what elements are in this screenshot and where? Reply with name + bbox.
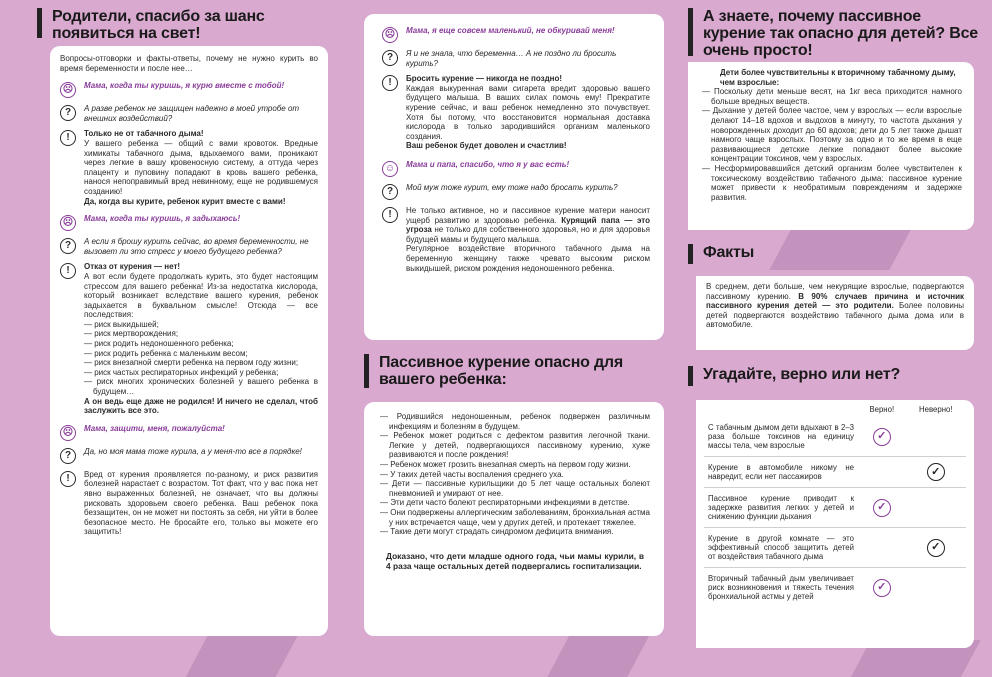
intro-text: Вопросы-отговорки и факты-ответы, почему не нужно курить во время беременности и после нее… bbox=[60, 54, 318, 73]
check-icon: ✓ bbox=[927, 539, 945, 557]
col3-heading bbox=[688, 8, 978, 59]
list-item: — риск многих хронических болезней у вашего ребенка в будущем… bbox=[84, 377, 318, 397]
answer-text: Вред от курения проявляется по-разному, и риск развития болезней нарастает с возрастом. Тот факт, что у вас пока нет явно выраженных болезней, не означает, что вы должны рисковать здоровьем своего ребенка. Ваш ребенок пока беззащитен, он не может ни постоять за себя, ни уйти в более безопасное место. Не бросайте его, только вы можете его защитить! bbox=[84, 469, 318, 537]
col3-info-panel bbox=[688, 62, 974, 230]
sad-face-icon: ☹ bbox=[60, 82, 76, 98]
answer-block bbox=[60, 470, 318, 537]
question-icon: ? bbox=[60, 238, 76, 254]
facts-heading bbox=[688, 244, 888, 264]
quiz-statement: Пассивное курение приводит к задержке развития легких у детей и снижению функции дыхания bbox=[704, 488, 858, 528]
passive-smoking-list bbox=[380, 412, 650, 537]
answer-block bbox=[382, 74, 650, 151]
reasons-list bbox=[702, 87, 962, 202]
list-item: — Такие дети могут страдать синдромом дефицита внимания. bbox=[380, 527, 614, 537]
list-item: — риск родить ребенка с маленьким весом; bbox=[84, 348, 248, 358]
exclamation-icon: ! bbox=[382, 207, 398, 223]
question-block bbox=[382, 49, 650, 68]
answer-text: не только для собственного здоровья, но и для здоровья будущей мамы и будущего малыша. bbox=[406, 225, 650, 244]
list-item: — Эти дети часто болеют респираторными инфекциями в детстве. bbox=[380, 498, 630, 508]
list-item: — Ребенок может грозить внезапная смерть на первом году жизни. bbox=[380, 459, 631, 469]
quiz-statement: Вторичный табачный дым увеличивает риск возникновения и тяжесть течения бронхиальной астмы у детей bbox=[708, 574, 854, 601]
section-title: Факты bbox=[703, 244, 755, 261]
question-icon: ? bbox=[382, 50, 398, 66]
sad-quote bbox=[60, 214, 318, 231]
quiz-panel bbox=[696, 400, 974, 648]
answer-heading: Бросить курение — никогда не поздно! bbox=[406, 74, 563, 84]
col-false-header: Неверно! bbox=[919, 405, 953, 414]
fact-text: В среднем, дети больше, чем некурящие взрослые, подвергаются пассивному курению. bbox=[706, 282, 964, 301]
question-block bbox=[60, 447, 318, 464]
conclusion-text: Доказано, что дети младше одного года, чьи мамы курили, в 4 раза чаще остальных детей подвергались госпитализации. bbox=[386, 550, 644, 571]
list-item: — Поскольку дети меньше весят, на 1кг веса приходится намного больше вредных веществ. bbox=[702, 87, 962, 106]
list-item: — Они подвержены аллергическим заболеваниям, бронхиальная астма у них встречается чаще, чем у других детей, и протекает тяжелее. bbox=[380, 507, 650, 527]
exclamation-icon: ! bbox=[382, 75, 398, 91]
question-block bbox=[60, 104, 318, 123]
answer-emphasis: Курящий папа — это угроза bbox=[406, 215, 650, 235]
answer-conclusion: Ваш ребенок будет доволен и счастлив! bbox=[406, 141, 567, 151]
sad-face-icon: ☹ bbox=[60, 425, 76, 441]
answer-text: У вашего ребенка — общий с вами кровоток. Вредные химикаты табачного дыма, вдыхаемого вами, проникают через легкие в вашу кровеносную систему, а оттуда через плаценту и пуповину попадают в кровь вашего ребенка, нанося непоправимый вред невинному, еще не родившемуся созданию! bbox=[84, 138, 318, 196]
happy-face-icon: ☺ bbox=[382, 161, 398, 177]
answer-conclusion: Да, когда вы курите, ребенок курит вместе с вами! bbox=[84, 196, 286, 206]
list-item: — Ребенок может родиться с дефектом развития легочной ткани. Легкие у детей, подвергающихся пассивному курению, хуже развиваются и после рождения! bbox=[380, 431, 650, 460]
answer-block bbox=[60, 262, 318, 416]
list-item: — риск выкидышей; bbox=[84, 319, 159, 329]
facts-panel bbox=[696, 276, 974, 350]
answer-heading: Отказ от курения — нет! bbox=[84, 262, 181, 272]
exclamation-icon: ! bbox=[60, 130, 76, 146]
col1-panel bbox=[50, 46, 328, 636]
quiz-statement: Курение в другой комнате — это эффективный способ защитить детей от воздействия табачного дыма bbox=[704, 528, 858, 568]
list-item: — Дети — пассивные курильщики до 5 лет чаще остальных болеют пневмонией и умирают от нее. bbox=[380, 479, 650, 498]
quiz-statement: Курение в автомобиле никому не навредит, если нет пассажиров bbox=[704, 457, 858, 488]
list-item: — риск родить недоношенного ребенка; bbox=[84, 339, 234, 349]
table-row bbox=[704, 528, 966, 568]
answer-block bbox=[382, 206, 650, 273]
happy-quote-text: Мама и папа, спасибо, что я у вас есть! bbox=[406, 159, 570, 169]
sad-face-icon: ☹ bbox=[382, 27, 398, 43]
sad-quote-text: Мама, я еще совсем маленький, не обкуривай меня! bbox=[406, 26, 615, 35]
answer-text: Каждая выкуренная вами сигарета вредит здоровью вашего будущего малыша. В ваших силах помочь ему! Прекратите курение сейчас, и ваш ребенок немедленно это почувствует. Хотя бы потому, что восстановится нормальная доставка кислорода в только зародившийся организм маленького создания. bbox=[406, 83, 650, 141]
quiz-heading bbox=[688, 366, 968, 386]
answer-text: А вот если будете продолжать курить, это будет настоящим стрессом для вашего ребенка! Из-за недостатка кислорода, который возникает вследствие вашего курения, ребенок задыхается в буквальном смысле! Отсюда — все последствия: bbox=[84, 271, 318, 320]
section-title: Угадайте, верно или нет? bbox=[703, 366, 901, 383]
fact-emphasis: В 90% случаев причина и источник пассивного курения детей — это родители. bbox=[706, 291, 964, 311]
fact-text: Более половины детей подвергаются воздействию табачного дыма дома или в автомобиле. bbox=[706, 301, 964, 330]
sad-quote-text: Мама, когда ты куришь, я курю вместе с тобой! bbox=[84, 81, 285, 91]
risk-list bbox=[84, 320, 318, 397]
check-icon: ✓ bbox=[873, 579, 891, 597]
sad-quote bbox=[60, 81, 318, 98]
list-item: — Несформировавшийся детский организм более чувствителен к токсическому воздействию табачного дыма: пассивное курение может привести к необратимым повреждениям и задержке развития. bbox=[702, 163, 962, 202]
col-true-header: Верно! bbox=[869, 405, 895, 414]
answer-text: Регулярное воздействие вторичного табачного дыма на беременную женщину также чревато высоким риском выкидышей, риском рождения недоношенного ребенка. bbox=[406, 244, 650, 273]
list-item: — риск частых респираторных инфекций у ребенка; bbox=[84, 367, 279, 377]
quiz-table bbox=[704, 402, 966, 607]
table-row bbox=[704, 488, 966, 528]
answer-heading: Только не от табачного дыма! bbox=[84, 129, 204, 139]
answer-block bbox=[60, 129, 318, 206]
question-icon: ? bbox=[60, 448, 76, 464]
sad-quote-text: Мама, когда ты куришь, я задыхаюсь! bbox=[84, 214, 241, 224]
list-item: — У таких детей часты воспаления среднего уха. bbox=[380, 469, 564, 479]
section-title: Пассивное курение опасно для вашего ребенка: bbox=[379, 354, 624, 388]
sad-face-icon: ☹ bbox=[60, 215, 76, 231]
answer-conclusion: А он ведь еще даже не родился! И ничего не сделал, чтоб заслужить все это. bbox=[84, 396, 318, 416]
list-item: — риск внезапной смерти ребенка на первом году жизни; bbox=[84, 358, 299, 368]
sad-quote bbox=[60, 424, 318, 441]
exclamation-icon: ! bbox=[60, 471, 76, 487]
list-item: — Дыхание у детей более частое, чем у взрослых — если взрослые делают 14–18 вдохов и выдохов в минуту, то частота дыхания у новорожденных доходит до 60 вдохов; дети до 5 лет также дышат намного чаще взрослых. Поэтому за одно и то же время в еще развивающиеся детские легкие попадают более высокие концентрации токсинов, чем у взрослых. bbox=[702, 106, 962, 164]
list-item: — Родившийся недоношенным, ребенок подвержен различным инфекциям и болезням в будущем. bbox=[380, 412, 650, 431]
col1-heading bbox=[37, 8, 337, 42]
answer-text: Не только активное, но и пассивное курение матери наносит ущерб развитию и здоровью ребенка. bbox=[406, 205, 650, 225]
col2-bottom-panel bbox=[364, 402, 664, 636]
page-title: Родители, спасибо за шанс появиться на свет! bbox=[52, 8, 265, 42]
question-text: Мой муж тоже курит, ему тоже надо бросать курить? bbox=[406, 182, 618, 192]
question-block bbox=[382, 183, 650, 200]
question-icon: ? bbox=[382, 184, 398, 200]
col2-heading bbox=[364, 354, 664, 388]
question-text: Я и не знала, что беременна… А не поздно ли бросить курить? bbox=[406, 49, 617, 68]
question-text: А разве ребенок не защищен надежно в моей утробе от внешних воздействий? bbox=[84, 104, 300, 123]
list-item: — риск мертворождения; bbox=[84, 329, 179, 339]
sad-quote-text: Мама, защити, меня, пожалуйста! bbox=[84, 423, 225, 433]
table-header bbox=[704, 402, 966, 417]
col2-top-panel bbox=[364, 14, 664, 340]
check-icon: ✓ bbox=[927, 463, 945, 481]
question-text: Да, но моя мама тоже курила, а у меня-то все в порядке! bbox=[84, 446, 302, 456]
check-icon: ✓ bbox=[873, 499, 891, 517]
exclamation-icon: ! bbox=[60, 263, 76, 279]
table-row bbox=[704, 417, 966, 457]
quiz-statement: С табачным дымом дети вдыхают в 2–3 раза больше токсинов на единицу массы тела, чем взрослые bbox=[704, 417, 858, 457]
section-title: А знаете, почему пассивное курение так опасно для детей? Все очень просто! bbox=[703, 8, 979, 59]
lead-text: Дети более чувствительны к вторичному табачному дыму, чем взрослые: bbox=[720, 68, 956, 87]
happy-quote bbox=[382, 160, 650, 177]
question-block bbox=[60, 237, 318, 256]
table-row bbox=[704, 568, 966, 608]
check-icon: ✓ bbox=[873, 428, 891, 446]
question-text: А если я брошу курить сейчас, во время беременности, не вызовет ли это стресс у моего будущего ребенка? bbox=[84, 237, 309, 256]
table-row bbox=[704, 457, 966, 488]
question-icon: ? bbox=[60, 105, 76, 121]
sad-quote bbox=[382, 26, 650, 43]
